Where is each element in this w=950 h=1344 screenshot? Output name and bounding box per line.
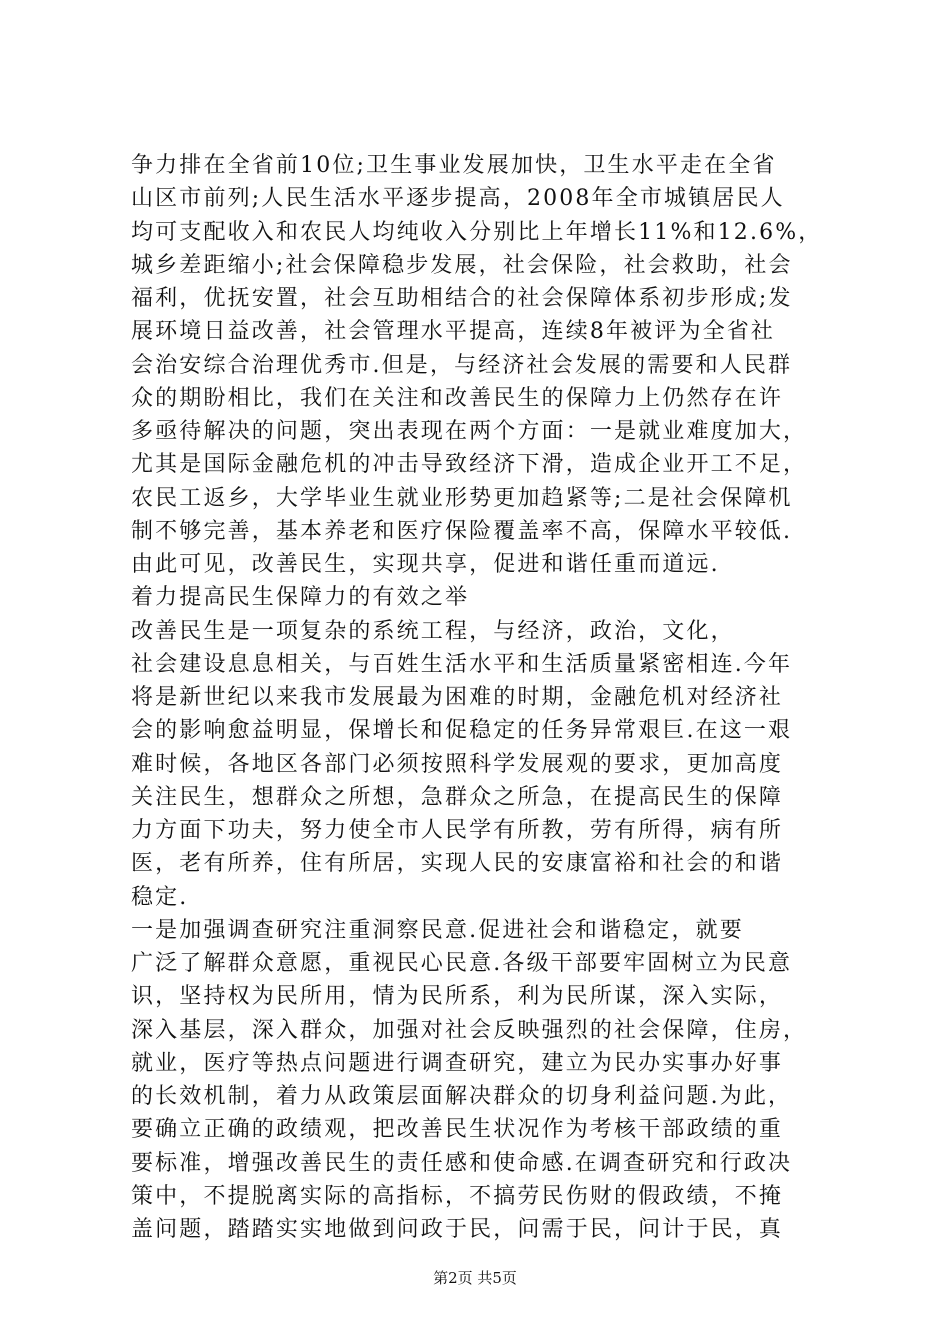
text-line: 多亟待解决的问题，突出表现在两个方面：一是就业难度加大， [131, 419, 808, 444]
text-line: 城乡差距缩小;社会保障稳步发展，社会保险，社会救助，社会 [131, 252, 793, 278]
text-line: 识，坚持权为民所用，情为民所系，利为民所谋，深入实际， [131, 984, 784, 1010]
text-line: 将是新世纪以来我市发展最为困难的时期，金融危机对经济社 [131, 685, 784, 710]
text-line: 均可支配收入和农民人均纯收入分别比上年增长11%和12.6%， [131, 219, 823, 245]
text-line: 尤其是国际金融危机的冲击导致经济下滑，造成企业开工不足， [131, 452, 808, 478]
page-number-footer: 第2页 共5页 [433, 1269, 517, 1287]
text-line: 展环境日益改善，社会管理水平提高，连续8年被评为全省社 [131, 319, 776, 345]
text-line: 稳定. [131, 884, 189, 910]
text-line: 要确立正确的政绩观，把改善民生状况作为考核干部政绩的重 [131, 1117, 784, 1143]
text-line: 社会建设息息相关，与百姓生活水平和生活质量紧密相连.今年 [131, 651, 793, 677]
text-line: 策中，不提脱离实际的高指标，不搞劳民伤财的假政绩，不掩 [131, 1183, 784, 1209]
text-line: 山区市前列;人民生活水平逐步提高，2008年全市城镇居民人 [131, 186, 785, 212]
text-line: 关注民生，想群众之所想，急群众之所急，在提高民生的保障 [131, 784, 784, 810]
document-body [131, 149, 831, 1246]
text-line: 力方面下功夫，努力使全市人民学有所教，劳有所得，病有所 [131, 818, 784, 843]
text-line: 的长效机制，着力从政策层面解决群众的切身利益问题.为此， [131, 1084, 793, 1109]
text-line: 会的影响愈益明显，保增长和促稳定的任务异常艰巨.在这一艰 [131, 718, 793, 744]
text-line: 会治安综合治理优秀市.但是，与经济社会发展的需要和人民群 [131, 352, 793, 378]
text-line: 福利，优抚安置，社会互助相结合的社会保障体系初步形成;发 [131, 286, 793, 311]
text-line: 着力提高民生保障力的有效之举 [131, 585, 470, 611]
text-line: 盖问题，踏踏实实地做到问政于民，问需于民，问计于民，真 [131, 1217, 784, 1242]
text-line: 一是加强调查研究注重洞察民意.促进社会和谐稳定，就要 [131, 917, 744, 943]
text-line: 就业，医疗等热点问题进行调查研究，建立为民办实事办好事 [131, 1050, 784, 1076]
text-line: 争力排在全省前10位;卫生事业发展加快，卫生水平走在全省 [131, 153, 777, 178]
text-line: 由此可见，改善民生，实现共享，促进和谐任重而道远. [131, 552, 720, 577]
text-line: 深入基层，深入群众，加强对社会反映强烈的社会保障，住房， [131, 1017, 808, 1043]
text-line: 医，老有所养，住有所居，实现人民的安康富裕和社会的和谐 [131, 851, 784, 877]
text-line: 难时候，各地区各部门必须按照科学发展观的要求，更加高度 [131, 751, 784, 777]
text-line: 要标准，增强改善民生的责任感和使命感.在调查研究和行政决 [131, 1150, 793, 1176]
text-line: 农民工返乡，大学毕业生就业形势更加趋紧等;二是社会保障机 [131, 485, 793, 511]
text-line: 广泛了解群众意愿，重视民心民意.各级干部要牢固树立为民意 [131, 951, 793, 976]
text-line: 众的期盼相比，我们在关注和改善民生的保障力上仍然存在许 [131, 385, 784, 411]
text-line: 制不够完善，基本养老和医疗保险覆盖率不高，保障水平较低. [131, 518, 793, 544]
text-line: 改善民生是一项复杂的系统工程，与经济，政治，文化， [131, 618, 735, 644]
